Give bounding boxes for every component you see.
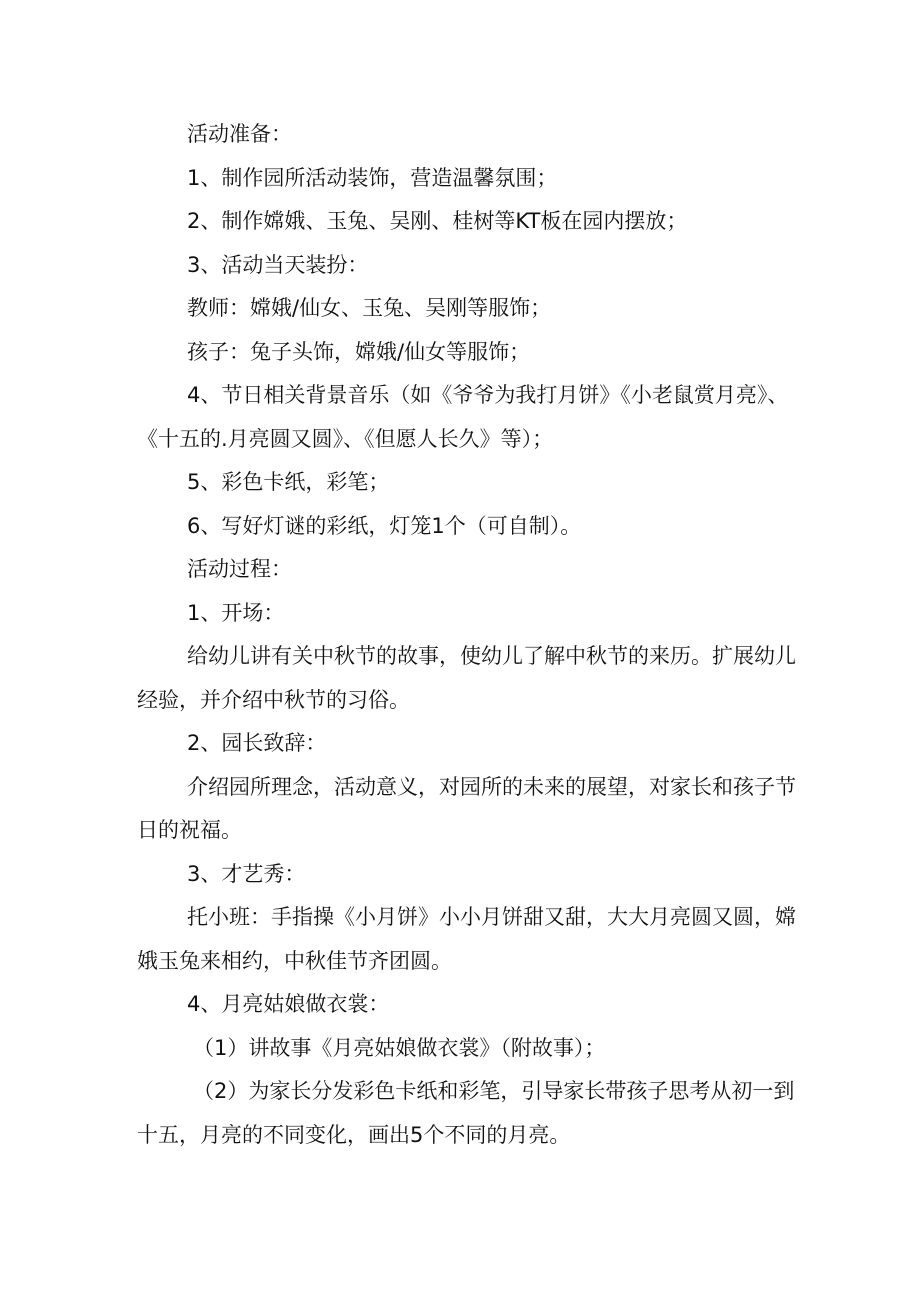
list-item: 3、活动当天装扮： xyxy=(187,252,369,277)
document-body xyxy=(137,113,797,1157)
list-item: 1、制作园所活动装饰，营造温馨氛围； xyxy=(187,165,558,190)
list-item: 2、园长致辞： xyxy=(187,731,327,755)
section-heading-preparation: 活动准备： xyxy=(187,122,292,146)
list-item: 4、月亮姑娘做衣裳： xyxy=(187,992,390,1016)
list-item: 6、写好灯谜的彩纸，灯笼1个（可自制）。 xyxy=(187,513,582,538)
sub-list-item: （1）讲故事《月亮姑娘做衣裳》（附故事）； xyxy=(193,1035,606,1060)
list-item: 1、开场： xyxy=(187,600,285,625)
list-item: 5、彩色卡纸，彩笔； xyxy=(187,470,390,494)
paragraph: 孩子：兔子头饰，嫦娥/仙女等服饰； xyxy=(187,339,531,364)
list-item: 4、节日相关背景音乐（如《爷爷为我打月饼》《小老鼠赏月亮》、《十五的.月亮圆又圆》、《但愿人长久》等）； xyxy=(137,383,789,451)
sub-list-item: （2）为家长分发彩色卡纸和彩笔，引导家长带孩子思考从初一到十五，月亮的不同变化，画出5个不同的月亮。 xyxy=(137,1079,795,1147)
paragraph: 给幼儿讲有关中秋节的故事，使幼儿了解中秋节的来历。扩展幼儿经验，并介绍中秋节的习俗。 xyxy=(137,644,796,712)
paragraph: 托小班：手指操《小月饼》小小月饼甜又甜，大大月亮圆又圆，嫦娥玉兔来相约，中秋佳节齐团圆。 xyxy=(137,905,796,973)
section-heading-process: 活动过程： xyxy=(187,557,292,581)
paragraph: 教师：嫦娥/仙女、玉兔、吴刚等服饰； xyxy=(187,296,552,320)
list-item: 2、制作嫦娥、玉兔、吴刚、桂树等KT板在园内摆放； xyxy=(187,209,688,233)
paragraph: 介绍园所理念，活动意义，对园所的未来的展望，对家长和孩子节日的祝福。 xyxy=(137,774,796,842)
list-item: 3、才艺秀： xyxy=(187,861,306,886)
